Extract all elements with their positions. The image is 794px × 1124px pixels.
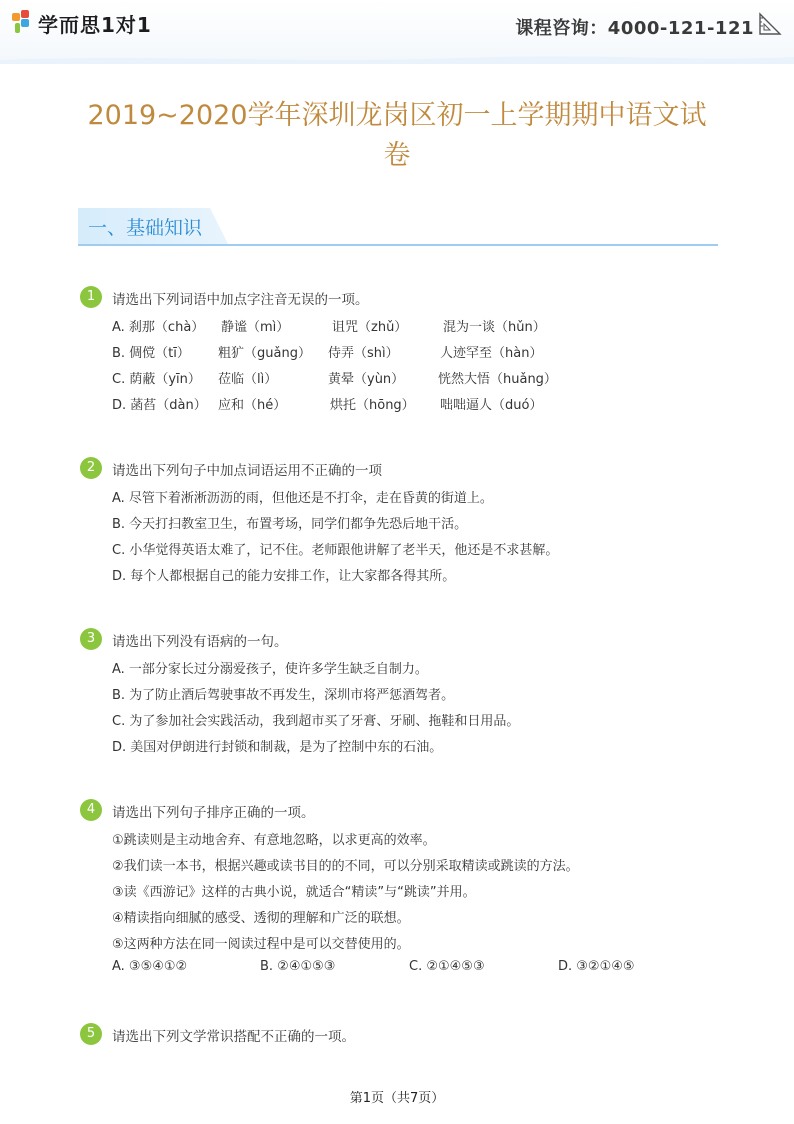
section-divider: [78, 244, 718, 246]
option-row-c: [78, 364, 738, 390]
title-line-2: 卷: [383, 140, 411, 171]
question-stem: 请选出下列词语中加点字注音无误的一项。: [112, 292, 369, 308]
sentence-text: ⑤这两种方法在同一阅读过程中是可以交替使用的。: [112, 937, 410, 952]
option-b: B. ②④①⑤③: [260, 959, 336, 974]
sentence-1: [78, 825, 738, 851]
question-stem: 请选出下列文学常识搭配不正确的一项。: [112, 1029, 355, 1045]
option-c: [78, 535, 738, 561]
sentence-5: [78, 929, 738, 955]
question-stem: 请选出下列没有语病的一句。: [112, 634, 288, 650]
header-wave-decoration: [0, 52, 794, 64]
option-b: [78, 680, 738, 706]
sentence-text: ①跳读则是主动地舍弃、有意地忽略，以求更高的效率。: [112, 833, 436, 848]
option-word: 混为一谈（hǔn）: [443, 320, 546, 335]
option-row-a: [78, 312, 738, 338]
option-row-d: [78, 390, 738, 416]
sentence-text: ③读《西游记》这样的古典小说，就适合“精读”与“跳读”并用。: [112, 885, 476, 900]
question-2: [78, 457, 738, 587]
option-word: 粗犷（guǎng）: [218, 346, 311, 361]
question-stem: 请选出下列句子排序正确的一项。: [112, 805, 315, 821]
option-word: 诅咒（zhǔ）: [332, 320, 408, 335]
option-d: [78, 561, 738, 587]
page-header: [0, 0, 794, 61]
option-a: [78, 654, 738, 680]
section-title: 一、基础知识: [88, 217, 203, 239]
question-1: [78, 286, 738, 416]
question-stem: 请选出下列句子中加点词语运用不正确的一项: [112, 463, 382, 479]
option-d: D. ③②①④⑤: [558, 959, 635, 974]
question-5: [78, 1023, 738, 1049]
option-text: B. 为了防止酒后驾驶事故不再发生，深圳市将严惩酒驾者。: [112, 688, 455, 703]
option-word: 应和（hé）: [218, 398, 287, 413]
option-text: D. 美国对伊朗进行封锁和制裁，是为了控制中东的石油。: [112, 740, 443, 755]
option-word: 恍然大悟（huǎng）: [438, 372, 557, 387]
option-word: 侍弄（shì）: [328, 346, 399, 361]
ruler-triangle-icon: [758, 12, 782, 36]
option-text: C. 小华觉得英语太难了，记不住。老师跟他讲解了老半天，他还是不求甚解。: [112, 543, 559, 558]
option-word: 烘托（hōng）: [330, 398, 415, 413]
option-text: A. 一部分家长过分溺爱孩子，使许多学生缺乏自制力。: [112, 662, 428, 677]
option-text: D. 每个人都根据自己的能力安排工作，让大家都各得其所。: [112, 569, 456, 584]
option-word: A. 刹那（chà）: [112, 320, 205, 335]
option-word: 人迹罕至（hàn）: [440, 346, 543, 361]
option-word: 黄晕（yùn）: [328, 372, 405, 387]
option-word: C. 荫蔽（yīn）: [112, 372, 201, 387]
sentence-3: [78, 877, 738, 903]
question-number-badge: 3: [80, 628, 102, 650]
hotline-text: 课程咨询：4000-121-121: [515, 18, 754, 39]
option-word: 静谧（mì）: [221, 320, 290, 335]
option-word: B. 倜傥（tī）: [112, 346, 190, 361]
option-text: A. 尽管下着淅淅沥沥的雨，但他还是不打伞，走在昏黄的街道上。: [112, 491, 493, 506]
option-row-b: [78, 338, 738, 364]
option-word: 莅临（lì）: [218, 372, 278, 387]
question-number-badge: 4: [80, 799, 102, 821]
option-word: D. 菡萏（dàn）: [112, 398, 207, 413]
answer-options: [78, 955, 738, 981]
brand-name: 学而思1对1: [38, 12, 152, 37]
page-title: [60, 96, 734, 176]
option-c: [78, 706, 738, 732]
sentence-4: [78, 903, 738, 929]
section-heading: [78, 208, 718, 248]
question-number-badge: 1: [80, 286, 102, 308]
sentence-text: ④精读指向细腻的感受、透彻的理解和广泛的联想。: [112, 911, 410, 926]
option-a: [78, 483, 738, 509]
option-b: [78, 509, 738, 535]
option-a: A. ③⑤④①②: [112, 959, 188, 974]
option-c: C. ②①④⑤③: [409, 959, 485, 974]
option-d: [78, 732, 738, 758]
brand-mark-icon: [12, 10, 34, 36]
sentence-text: ②我们读一本书，根据兴趣或读书目的的不同，可以分别采取精读或跳读的方法。: [112, 859, 579, 874]
option-word: 咄咄逼人（duó）: [440, 398, 543, 413]
question-number-badge: 5: [80, 1023, 102, 1045]
question-number-badge: 2: [80, 457, 102, 479]
option-text: C. 为了参加社会实践活动，我到超市买了牙膏、牙刷、拖鞋和日用品。: [112, 714, 520, 729]
question-3: [78, 628, 738, 758]
sentence-2: [78, 851, 738, 877]
page-number: 第1页（共7页）: [349, 1091, 445, 1106]
brand-logo: [12, 8, 152, 38]
option-text: B. 今天打扫教室卫生，布置考场，同学们都争先恐后地干活。: [112, 517, 468, 532]
question-4: [78, 799, 738, 981]
title-line-1: 2019~2020学年深圳龙岗区初一上学期期中语文试: [87, 100, 707, 131]
